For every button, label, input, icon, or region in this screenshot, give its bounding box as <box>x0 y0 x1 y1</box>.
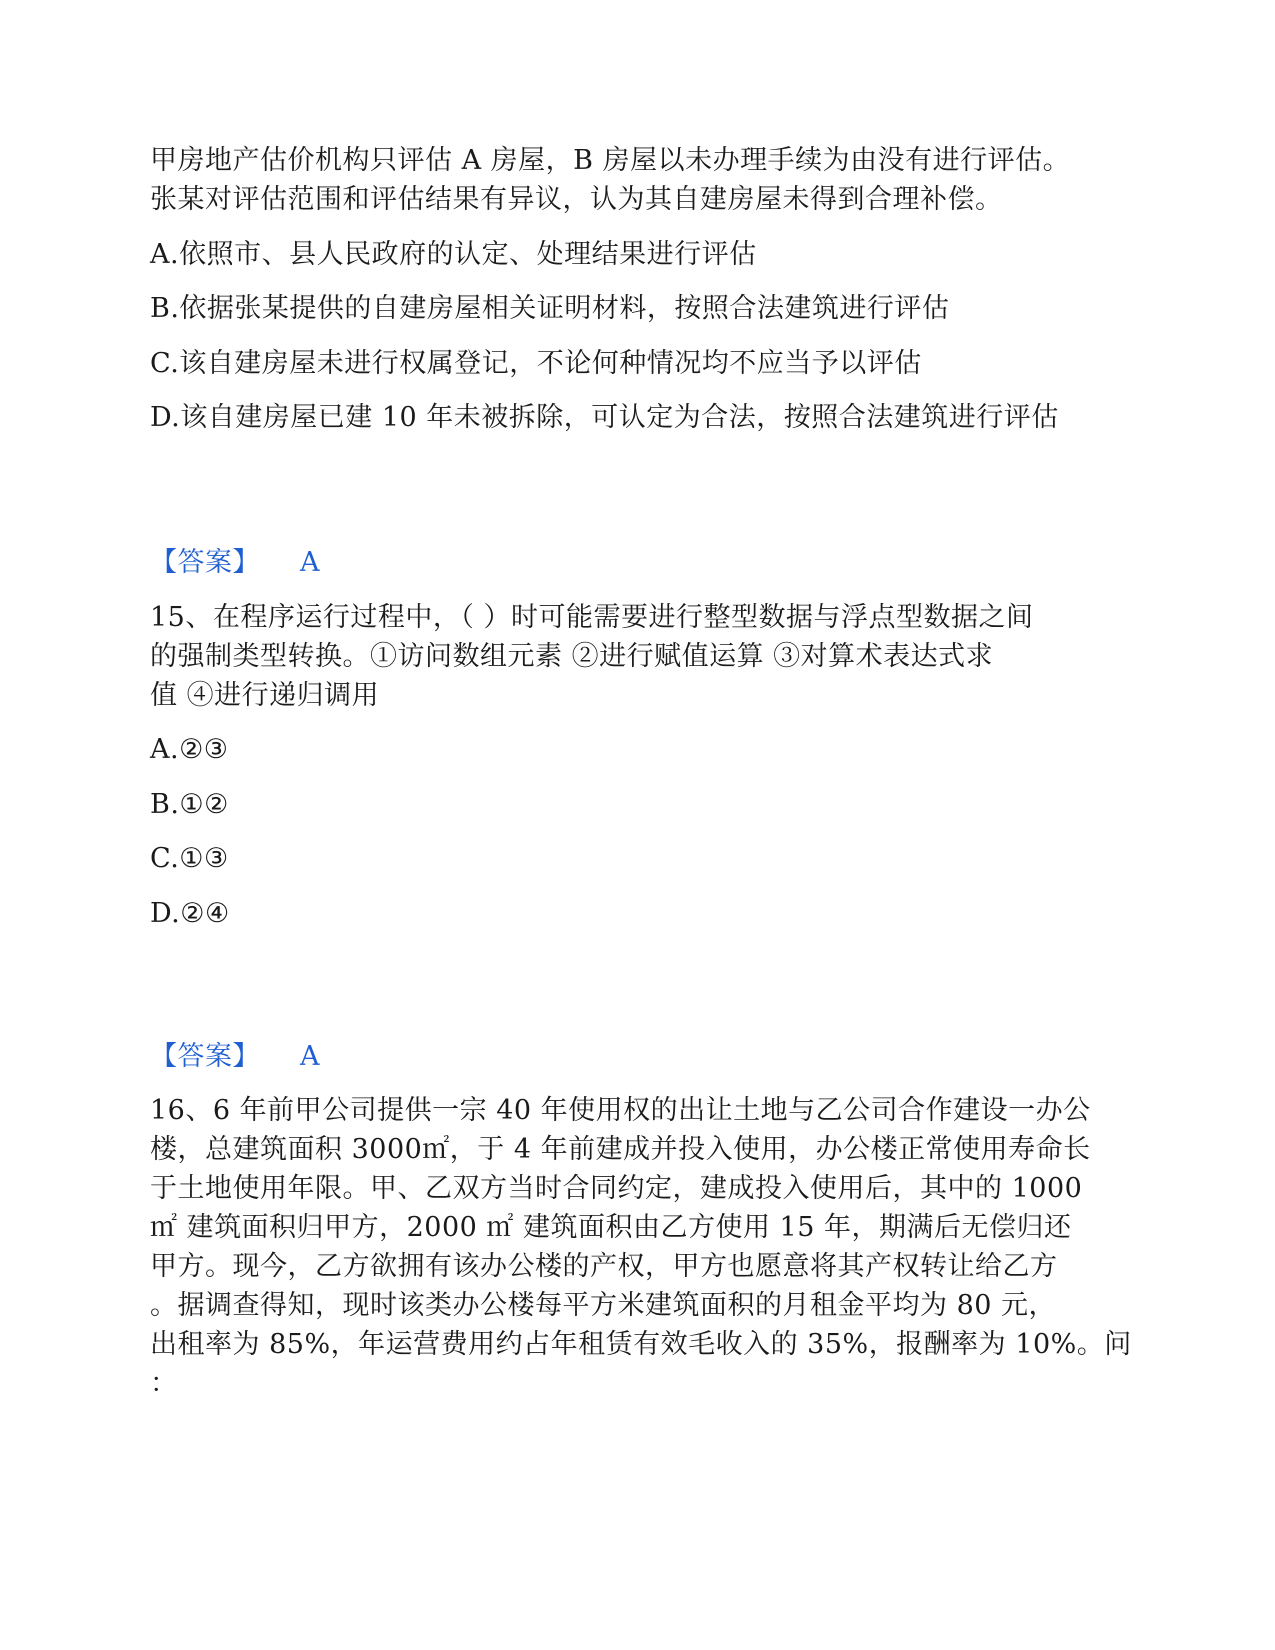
q14-stem-line-2: 张某对评估范围和评估结果有异议，认为其自建房屋未得到合理补偿。 <box>150 184 1003 215</box>
q15-stem-line-1: 15、在程序运行过程中，（ ）时可能需要进行整型数据与浮点型数据之间 <box>150 602 1034 633</box>
q15-option-c: C.①③ <box>150 843 229 874</box>
q15-option-b: B.①② <box>150 789 229 820</box>
q14-stem-line-1: 甲房地产估价机构只评估 A 房屋，B 房屋以未办理手续为由没有进行评估。 <box>150 145 1071 176</box>
q14-answer-label: 【答案】 <box>150 547 260 578</box>
q14-answer-value: A <box>300 547 320 578</box>
q15-answer-label: 【答案】 <box>150 1041 260 1072</box>
q16-stem-line-8: ： <box>150 1368 178 1399</box>
q15-answer <box>150 1037 320 1077</box>
q15-option-d: D.②④ <box>150 898 230 929</box>
q14-option-a: A.依照市、县人民政府的认定、处理结果进行评估 <box>150 239 757 270</box>
q16-stem-line-1: 16、6 年前甲公司提供一宗 40 年使用权的出让土地与乙公司合作建设一办公 <box>150 1095 1091 1126</box>
q16-stem-line-5: 甲方。现今，乙方欲拥有该办公楼的产权，甲方也愿意将其产权转让给乙方 <box>150 1251 1058 1282</box>
q14-answer <box>150 543 320 583</box>
q16-stem-line-6: 。据调查得知，现时该类办公楼每平方米建筑面积的月租金平均为 80 元， <box>150 1290 1057 1321</box>
q14-option-d: D.该自建房屋已建 10 年未被拆除，可认定为合法，按照合法建筑进行评估 <box>150 402 1059 433</box>
q14-option-b: B.依据张某提供的自建房屋相关证明材料，按照合法建筑进行评估 <box>150 293 950 324</box>
q14-option-c: C.该自建房屋未进行权属登记，不论何种情况均不应当予以评估 <box>150 348 922 379</box>
q15-stem-line-3: 值 ④进行递归调用 <box>150 680 380 711</box>
q15-answer-value: A <box>300 1041 320 1072</box>
q15-stem-line-2: 的强制类型转换。①访问数组元素 ②进行赋值运算 ③对算术表达式求 <box>150 641 994 672</box>
q16-stem-line-7: 出租率为 85%，年运营费用约占年租赁有效毛收入的 35%，报酬率为 10%。问 <box>150 1329 1132 1360</box>
q16-stem-line-4: ㎡ 建筑面积归甲方，2000 ㎡ 建筑面积由乙方使用 15 年，期满后无偿归还 <box>150 1212 1072 1243</box>
q15-option-a: A.②③ <box>150 734 229 765</box>
q16-stem-line-2: 楼，总建筑面积 3000㎡，于 4 年前建成并投入使用，办公楼正常使用寿命长 <box>150 1134 1091 1165</box>
q16-stem-line-3: 于土地使用年限。甲、乙双方当时合同约定，建成投入使用后，其中的 1000 <box>150 1173 1083 1204</box>
